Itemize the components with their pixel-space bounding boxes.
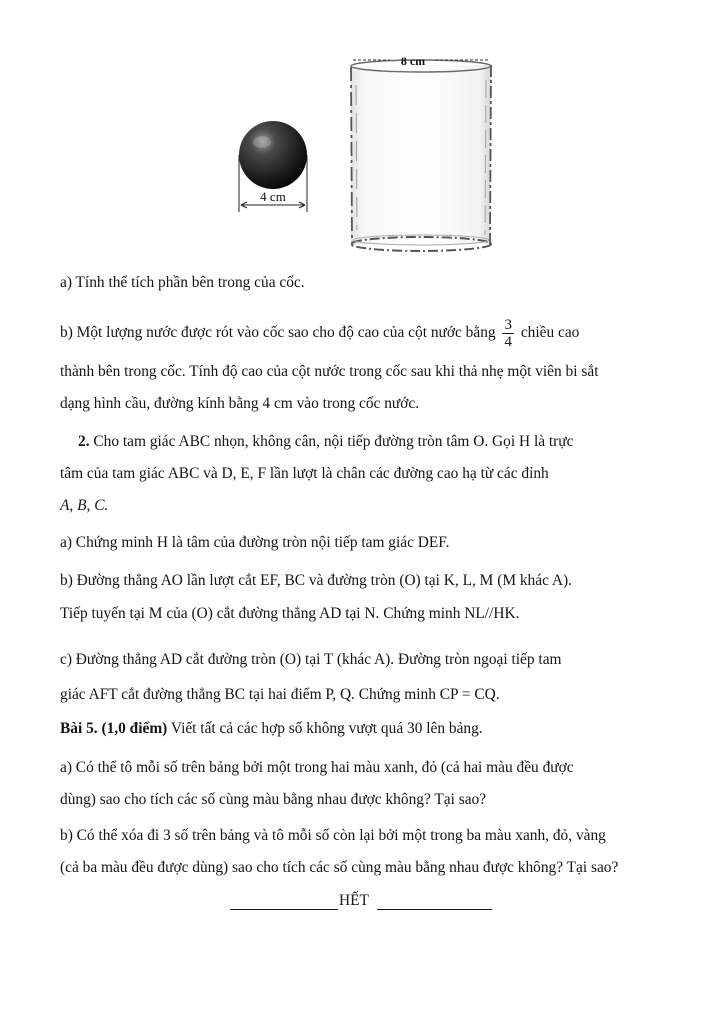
problem-2-number: 2. [78,433,90,450]
problem-5-title: Bài 5. (1,0 điểm) [60,720,168,737]
ball-diameter-label: 4 cm [260,189,286,204]
problem-5a-line-2: dùng) sao cho tích các số cùng màu bằng nhau được không? Tại sao? [60,791,487,808]
problem-2a: a) Chứng minh H là tâm của đường tròn nội tiếp tam giác DEF. [60,534,450,551]
problem-2b-line-2: Tiếp tuyến tại M của (O) cắt đường thẳng AD tại N. Chứng minh NL//HK. [60,605,520,622]
problem-5a-line-1: a) Có thể tô mỗi số trên bảng bởi một trong hai màu xanh, đỏ (cả hai màu đều được [60,759,574,776]
end-rule-right [377,909,492,910]
part-b-text-end: chiều cao [520,324,580,342]
ball-and-cup-figure [220,45,510,260]
problem-2c-line-1: c) Đường thẳng AD cắt đường tròn (O) tại T (khác A). Đường tròn ngoại tiếp tam [60,651,562,668]
glass-cup-icon [351,60,491,251]
problem-2c-line-2: giác AFT cắt đường thẳng BC tại hai điểm P, Q. Chứng minh CP = CQ. [60,686,500,703]
problem-5-heading [60,718,670,740]
end-rule-left [230,909,338,910]
part-b-text-start: b) Một lượng nước được rót vào cốc sao cho độ cao của cột nước bằng [60,324,496,342]
part-b-line-2: thành bên trong cốc. Tính độ cao của cột nước trong cốc sau khi thả nhẹ một viên bi sắt [60,363,599,380]
end-word: HẾT [339,892,369,909]
problem-2b-line-1: b) Đường thẳng AO lần lượt cắt EF, BC và đường tròn (O) tại K, L, M (M khác A). [60,572,572,589]
fraction-three-quarters [502,317,514,350]
iron-ball-icon [239,121,307,189]
fraction-denominator: 4 [504,334,512,350]
problem-5b-line-2: (cả ba màu đều được dùng) sao cho tích các số cùng màu bằng nhau được không? Tại sao? [60,859,619,876]
problem-2-line-2: tâm của tam giác ABC và D, E, F lần lượt là chân các đường cao hạ từ các đỉnh [60,465,549,482]
problem-2-line-1 [78,431,670,453]
fraction-numerator: 3 [504,317,512,333]
problem-2-line-3: A, B, C. [60,497,109,514]
cup-diameter-label: 8 cm [400,54,426,68]
part-b-line-3: dạng hình cầu, đường kính bằng 4 cm vào trong cốc nước. [60,395,420,412]
problem-5b-line-1: b) Có thể xóa đi 3 số trên bảng và tô mỗi số còn lại bởi một trong ba màu xanh, đỏ, vàng [60,827,606,844]
part-a-volume: a) Tính thể tích phần bên trong của cốc. [60,274,305,291]
part-b-line-1 [60,317,670,350]
problem-5-text: Viết tất cả các hợp số không vượt quá 30 lên bảng. [170,720,483,737]
problem-2-text: Cho tam giác ABC nhọn, không cân, nội tiếp đường tròn tâm O. Gọi H là trực [93,433,574,450]
